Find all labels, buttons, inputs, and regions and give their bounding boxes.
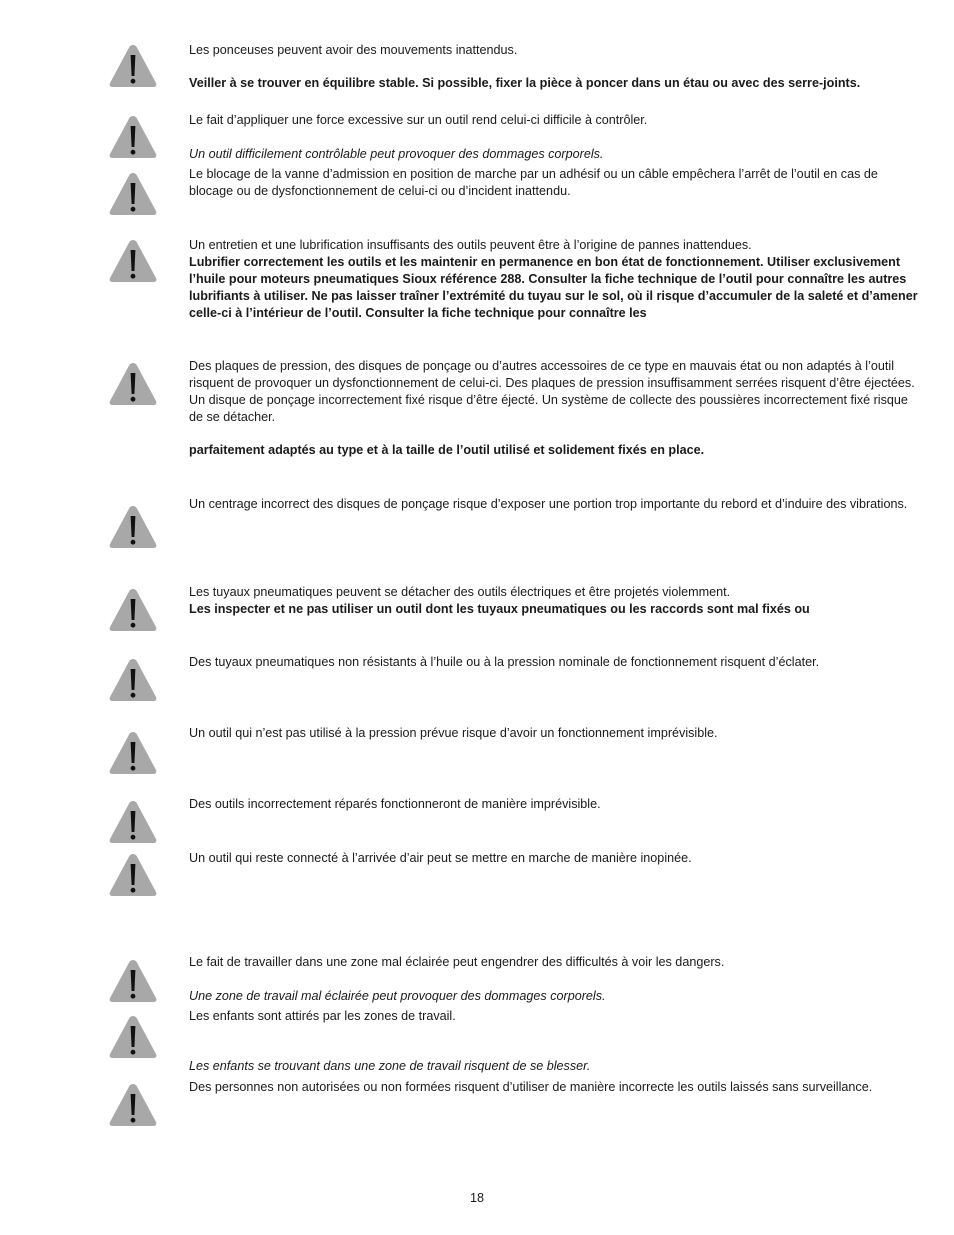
warning-triangle-icon [108, 504, 158, 550]
warning-triangle-icon [108, 238, 158, 284]
warning-triangle-icon [108, 852, 158, 898]
warning-text: Des personnes non autorisées ou non formées risquent d’utiliser de manière incorrecte les outils laissés sans surveillance. [189, 1080, 873, 1094]
warning-text: Un outil qui n’est pas utilisé à la pression prévue risque d’avoir un fonctionnement imprévisible. [189, 726, 718, 740]
warning-text: Les enfants sont attirés par les zones de travail. [189, 1009, 456, 1023]
warning-triangle-icon [108, 799, 158, 845]
instruction-text: Les inspecter et ne pas utiliser un outil dont les tuyaux pneumatiques ou les raccords sont mal fixés ou [189, 602, 810, 616]
warning-text: Le blocage de la vanne d’admission en position de marche par un adhésif ou un câble empêchera l’arrêt de l’outil en cas de blocage ou de dysfonctionnement de celui-ci ou d’incident inattendu. [189, 167, 878, 198]
warning-text: Un centrage incorrect des disques de ponçage risque d’exposer une portion trop importante du rebord et d’induire des vibrations. [189, 497, 908, 511]
warning-triangle-icon [108, 587, 158, 633]
warning-text: Un entretien et une lubrification insuffisants des outils peuvent être à l’origine de pannes inattendues. [189, 238, 752, 252]
warning-text: Les ponceuses peuvent avoir des mouvements inattendus. [189, 43, 518, 57]
instruction-text: parfaitement adaptés au type et à la taille de l’outil utilisé et solidement fixés en place. [189, 443, 705, 457]
warning-triangle-icon [108, 958, 158, 1004]
page-number: 18 [469, 1191, 484, 1205]
warning-triangle-icon [108, 43, 158, 89]
consequence-text: Une zone de travail mal éclairée peut provoquer des dommages corporels. [189, 989, 606, 1003]
consequence-text: Les enfants se trouvant dans une zone de travail risquent de se blesser. [189, 1059, 591, 1073]
instruction-text: Lubrifier correctement les outils et les maintenir en permanence en bon état de fonctionnement. Utiliser exclusivement l’huile pour moteurs pneumatiques Sioux référence 288. Consulter la fiche technique de l’outil pour connaître les autres lubrifiants à utiliser. Ne pas laisser traîner l’extrémité du tuyau sur le sol, où il risque d’accumuler de la saleté et d’amener celle-ci à l’intérieur de l’outil. Consulter la fiche technique pour connaître les [189, 255, 918, 320]
warning-text: Des plaques de pression, des disques de ponçage ou d’autres accessoires de ce type en mauvais état ou non adaptés à l’outil risquent de provoquer un dysfonctionnement de celui-ci. Des plaques de pression insuffisamment serrées risquent d’être éjectées. Un disque de ponçage incorrectement fixé risque d’être éjecté. Un système de collecte des poussières incorrectement fixé risque de se détacher. [189, 359, 915, 424]
warning-triangle-icon [108, 361, 158, 407]
warning-text: Des tuyaux pneumatiques non résistants à l’huile ou à la pression nominale de fonctionnement risquent d’éclater. [189, 655, 820, 669]
warning-triangle-icon [108, 657, 158, 703]
warning-triangle-icon [108, 114, 158, 160]
warning-text: Les tuyaux pneumatiques peuvent se détacher des outils électriques et être projetés violemment. [189, 585, 731, 599]
warning-text: Le fait d’appliquer une force excessive sur un outil rend celui-ci difficile à contrôler. [189, 113, 648, 127]
warning-text: Un outil qui reste connecté à l’arrivée d’air peut se mettre en marche de manière inopinée. [189, 851, 692, 865]
warning-text: Le fait de travailler dans une zone mal éclairée peut engendrer des difficultés à voir les dangers. [189, 955, 725, 969]
warning-text: Des outils incorrectement réparés fonctionneront de manière imprévisible. [189, 797, 601, 811]
warning-triangle-icon [108, 1082, 158, 1128]
consequence-text: Un outil difficilement contrôlable peut provoquer des dommages corporels. [189, 147, 604, 161]
warning-triangle-icon [108, 171, 158, 217]
warning-triangle-icon [108, 1014, 158, 1060]
warning-triangle-icon [108, 730, 158, 776]
instruction-text: Veiller à se trouver en équilibre stable. Si possible, fixer la pièce à poncer dans un étau ou avec des serre-joints. [189, 76, 861, 90]
